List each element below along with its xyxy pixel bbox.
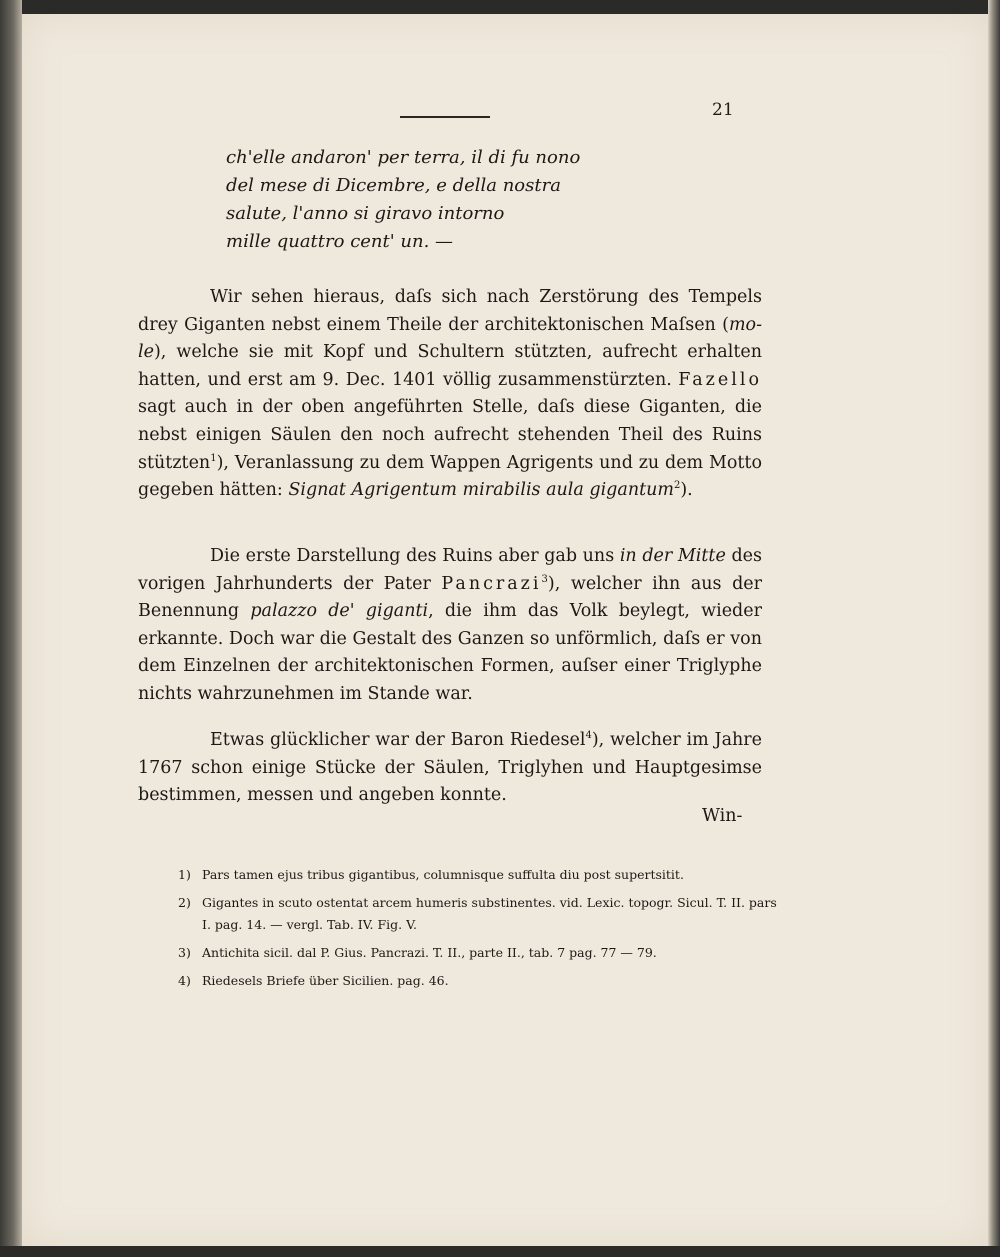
catchword: Win- — [702, 806, 743, 826]
p2-spaced-pancrazi: Pancrazi — [441, 573, 542, 594]
p2-text: Die erste Darstellung des Ruins aber gab uns — [210, 546, 620, 566]
footnote-ref-3: 3 — [541, 573, 548, 585]
p1-text: ), welche sie mit Kopf und Schultern stützten, aufrecht erhalten hatten, und erst am 9. Dec. 1401 völlig zusammenstürzten. — [138, 342, 762, 390]
p1-motto-italic: Signat Agrigentum mirabilis aula gigantum — [288, 480, 674, 501]
page-number: 21 — [712, 100, 734, 120]
quote-line: salute, l'anno si giravo intorno — [226, 203, 505, 224]
footnote — [178, 970, 778, 992]
italian-quote — [226, 144, 686, 256]
p2-text: , die ihm das Volk beylegt, wieder erkannte. Doch war die Gestalt des Ganzen so unförmlich, daſs er von dem Einzelnen der architektonischen Formen, auſser einer Triglyphe nichts wahrzunehmen im Stande war. — [138, 601, 762, 704]
page-edge-bottom — [0, 1246, 1000, 1257]
header-rule — [400, 116, 490, 118]
footnote-text: Antichita sicil. dal P. Gius. Pancrazi. T. II., parte II., tab. 7 pag. 77 — 79. — [202, 945, 657, 960]
p3-text: ), welcher im Jahre 1767 schon einige Stücke der Säulen, Triglyhen und Hauptgesimse bestimmen, messen und angeben konnte. — [138, 730, 762, 806]
footnote-ref-2: 2 — [673, 480, 681, 492]
footnote-number: 1) — [178, 867, 191, 882]
p1-italic-mole: mo-le — [138, 314, 762, 363]
p3-text: Etwas glücklicher war der Baron Riedesel — [210, 730, 586, 750]
quote-line: ch'elle andaron' per terra, il di fu nono — [226, 147, 581, 168]
p1-text: ), Veranlassung zu dem Wappen Agrigents und zu dem Motto gegeben hätten: — [138, 452, 762, 501]
quote-line: del mese di Dicembre, e della nostra — [226, 175, 561, 196]
footnote-number: 3) — [178, 945, 191, 960]
p2-italic-palazzo: palazzo de' giganti — [250, 601, 429, 622]
footnote-text: Pars tamen ejus tribus gigantibus, columnisque suffulta diu post supertsitit. — [202, 867, 684, 882]
footnote-ref-1: 1 — [210, 452, 217, 464]
p2-italic-mitte: in der Mitte — [619, 546, 726, 566]
footnote-text: Riedesels Briefe über Sicilien. pag. 46. — [202, 973, 449, 988]
quote-line: mille quattro cent' un. — — [226, 231, 454, 252]
footnote-ref-4: 4 — [585, 730, 592, 742]
footnotes — [178, 864, 778, 998]
footnote — [178, 942, 778, 964]
p2-text: des vorigen Jahrhunderts der Pater — [138, 546, 762, 594]
footnote-text: Gigantes in scuto ostentat arcem humeris substinentes. vid. Lexic. topogr. Sicul. T. II. pars I. pag. 14. — vergl. Tab. IV. Fig. V. — [202, 895, 777, 932]
book-gutter-edge — [0, 0, 22, 1257]
paragraph-3 — [138, 727, 762, 810]
p1-spaced-fazello: Fazello — [678, 369, 762, 390]
page-edge-right — [988, 0, 1000, 1257]
p1-text: Wir sehen hieraus, daſs sich nach Zerstörung des Tempels drey Giganten nebst einem Theile der architektonischen Maſsen ( — [138, 287, 762, 335]
p1-text: ). — [680, 480, 693, 501]
footnote-number: 4) — [178, 973, 191, 988]
paragraph-1 — [138, 284, 762, 505]
paragraph-2 — [138, 543, 762, 709]
p2-text: ), welcher ihn aus der Benennung — [138, 573, 762, 622]
footnote — [178, 892, 778, 936]
footnote — [178, 864, 778, 886]
p1-text: sagt auch in der oben angeführten Stelle, daſs diese Giganten, die nebst einigen Säulen den noch aufrecht stehenden Theil des Ruins stützten — [138, 397, 762, 473]
footnote-number: 2) — [178, 895, 191, 910]
